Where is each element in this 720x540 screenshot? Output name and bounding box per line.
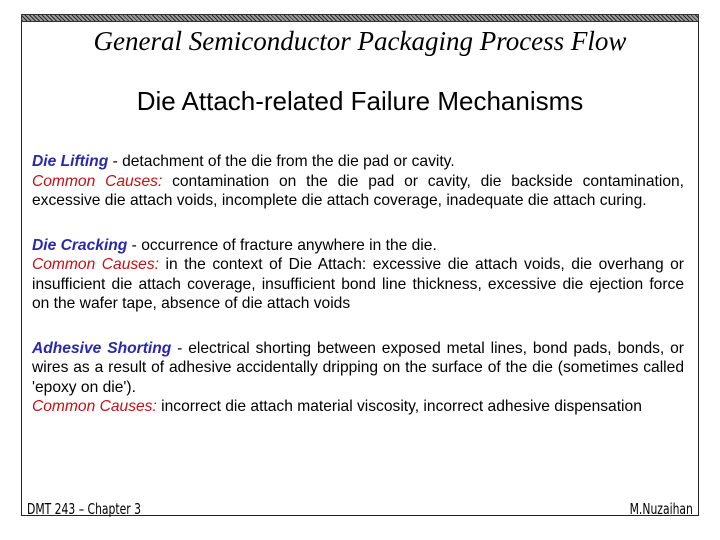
content-body [32,152,684,417]
causes-label: Common Causes: [32,172,163,190]
section-adhesive-shorting [32,339,684,417]
causes-text: contamination on the die pad or cavity, die backside contamination, excessive die attach voids, incomplete die attach coverage, inadequate die attach curing. [32,172,685,209]
causes-line [32,397,684,417]
causes-text: in the context of Die Attach: excessive die attach voids, die overhang or insufficient die attach coverage, insufficient bond line thickness, excessive die ejection force on the wafer tape, absence of die attach voids [32,256,685,312]
definition-line [32,339,684,398]
footer-course-label: DMT 243 – Chapter 3 [27,500,142,518]
header-bar [21,14,699,22]
definition-line [32,236,684,256]
section-die-cracking [32,236,684,314]
definition-line [32,152,684,172]
spacer [32,211,684,236]
causes-line [32,172,684,211]
definition-text: - occurrence of fracture anywhere in the die. [127,236,437,254]
footer-author-label: M.Nuzaihan [629,500,693,518]
slide-title: General Semiconductor Packaging Process Flow [93,26,627,56]
term-label: Adhesive Shorting [32,339,172,357]
slide-subtitle: Die Attach-related Failure Mechanisms [136,86,584,116]
definition-text: - electrical shorting between exposed metal lines, bond pads, bonds, or wires as a result of adhesive accidentally dripping on the surface of the die (sometimes called 'epoxy on die'). [32,339,684,396]
causes-label: Common Causes: [32,256,159,273]
causes-label: Common Causes: [32,398,157,415]
definition-text: - detachment of the die from the die pad or cavity. [108,153,455,170]
section-die-lifting [32,152,684,211]
term-label: Die Cracking [32,236,128,254]
causes-line [32,255,684,314]
causes-text: incorrect die attach material viscosity, incorrect adhesive dispensation [156,398,642,415]
term-label: Die Lifting [32,153,109,170]
spacer [32,314,684,339]
